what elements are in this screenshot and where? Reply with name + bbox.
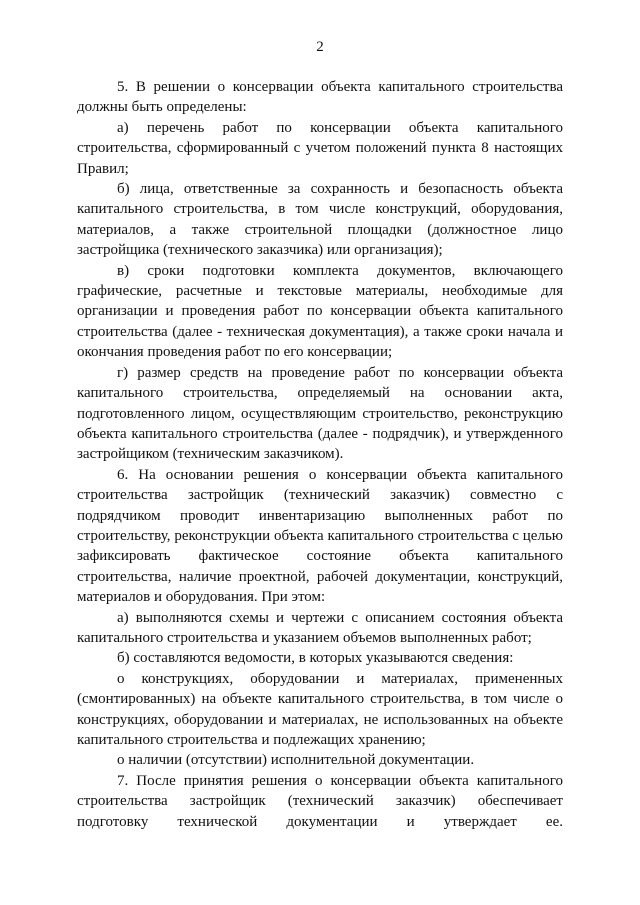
paragraph-5v: в) сроки подготовки комплекта документов, включающего графические, расчетные и текстовые материалы, необходимые для организации и проведения работ по консервации объекта капитального строительства (далее - техническая документация), а также сроки начала и окончания проведения работ по его консервации; bbox=[77, 262, 563, 361]
document-body bbox=[77, 77, 563, 832]
paragraph-6b-item-1: о конструкциях, оборудовании и материалах, примененных (смонтированных) на объекте капитального строительства, в том числе о конструкциях, оборудовании и материалах, не использованных на объекте капитального строительства и подлежащих хранению; bbox=[77, 670, 563, 748]
paragraph-5g: г) размер средств на проведение работ по консервации объекта капитального строительства, определяемый на основании акта, подготовленного лицом, осуществляющим строительство, реконструкцию объекта капитального строительства (далее - подрядчик), и утвержденного застройщиком (техническим заказчиком). bbox=[77, 364, 563, 463]
paragraph-6a: а) выполняются схемы и чертежи с описанием состояния объекта капитального строительства и указанием объемов выполненных работ; bbox=[77, 609, 563, 646]
paragraph-6: 6. На основании решения о консервации объекта капитального строительства застройщик (технический заказчик) совместно с подрядчиком проводит инвентаризацию выполненных работ по строительству, реконструкции объекта капитального строительства с целью зафиксировать фактическое состояние объекта капитального строительства, наличие проектной, рабочей документации, конструкций, материалов и оборудования. При этом: bbox=[77, 466, 563, 606]
page-number: 2 bbox=[316, 39, 324, 55]
paragraph-6b-item-2: о наличии (отсутствии) исполнительной документации. bbox=[117, 752, 475, 769]
paragraph-6b: б) составляются ведомости, в которых указываются сведения: bbox=[117, 650, 514, 667]
paragraph-7: 7. После принятия решения о консервации объекта капитального строительства застройщик (технический заказчик) обеспечивает подготовку технической документации и утверждает ее. bbox=[77, 772, 563, 830]
paragraph-5b: б) лица, ответственные за сохранность и безопасность объекта капитального строительства, в том числе конструкций, оборудования, материалов, а также строительной площадки (должностное лицо застройщика (технического заказчика) или организация); bbox=[77, 181, 563, 259]
paragraph-5: 5. В решении о консервации объекта капитального строительства должны быть определены: bbox=[77, 79, 563, 116]
paragraph-5a: а) перечень работ по консервации объекта капитального строительства, сформированный с учетом положений пункта 8 настоящих Правил; bbox=[77, 119, 563, 177]
